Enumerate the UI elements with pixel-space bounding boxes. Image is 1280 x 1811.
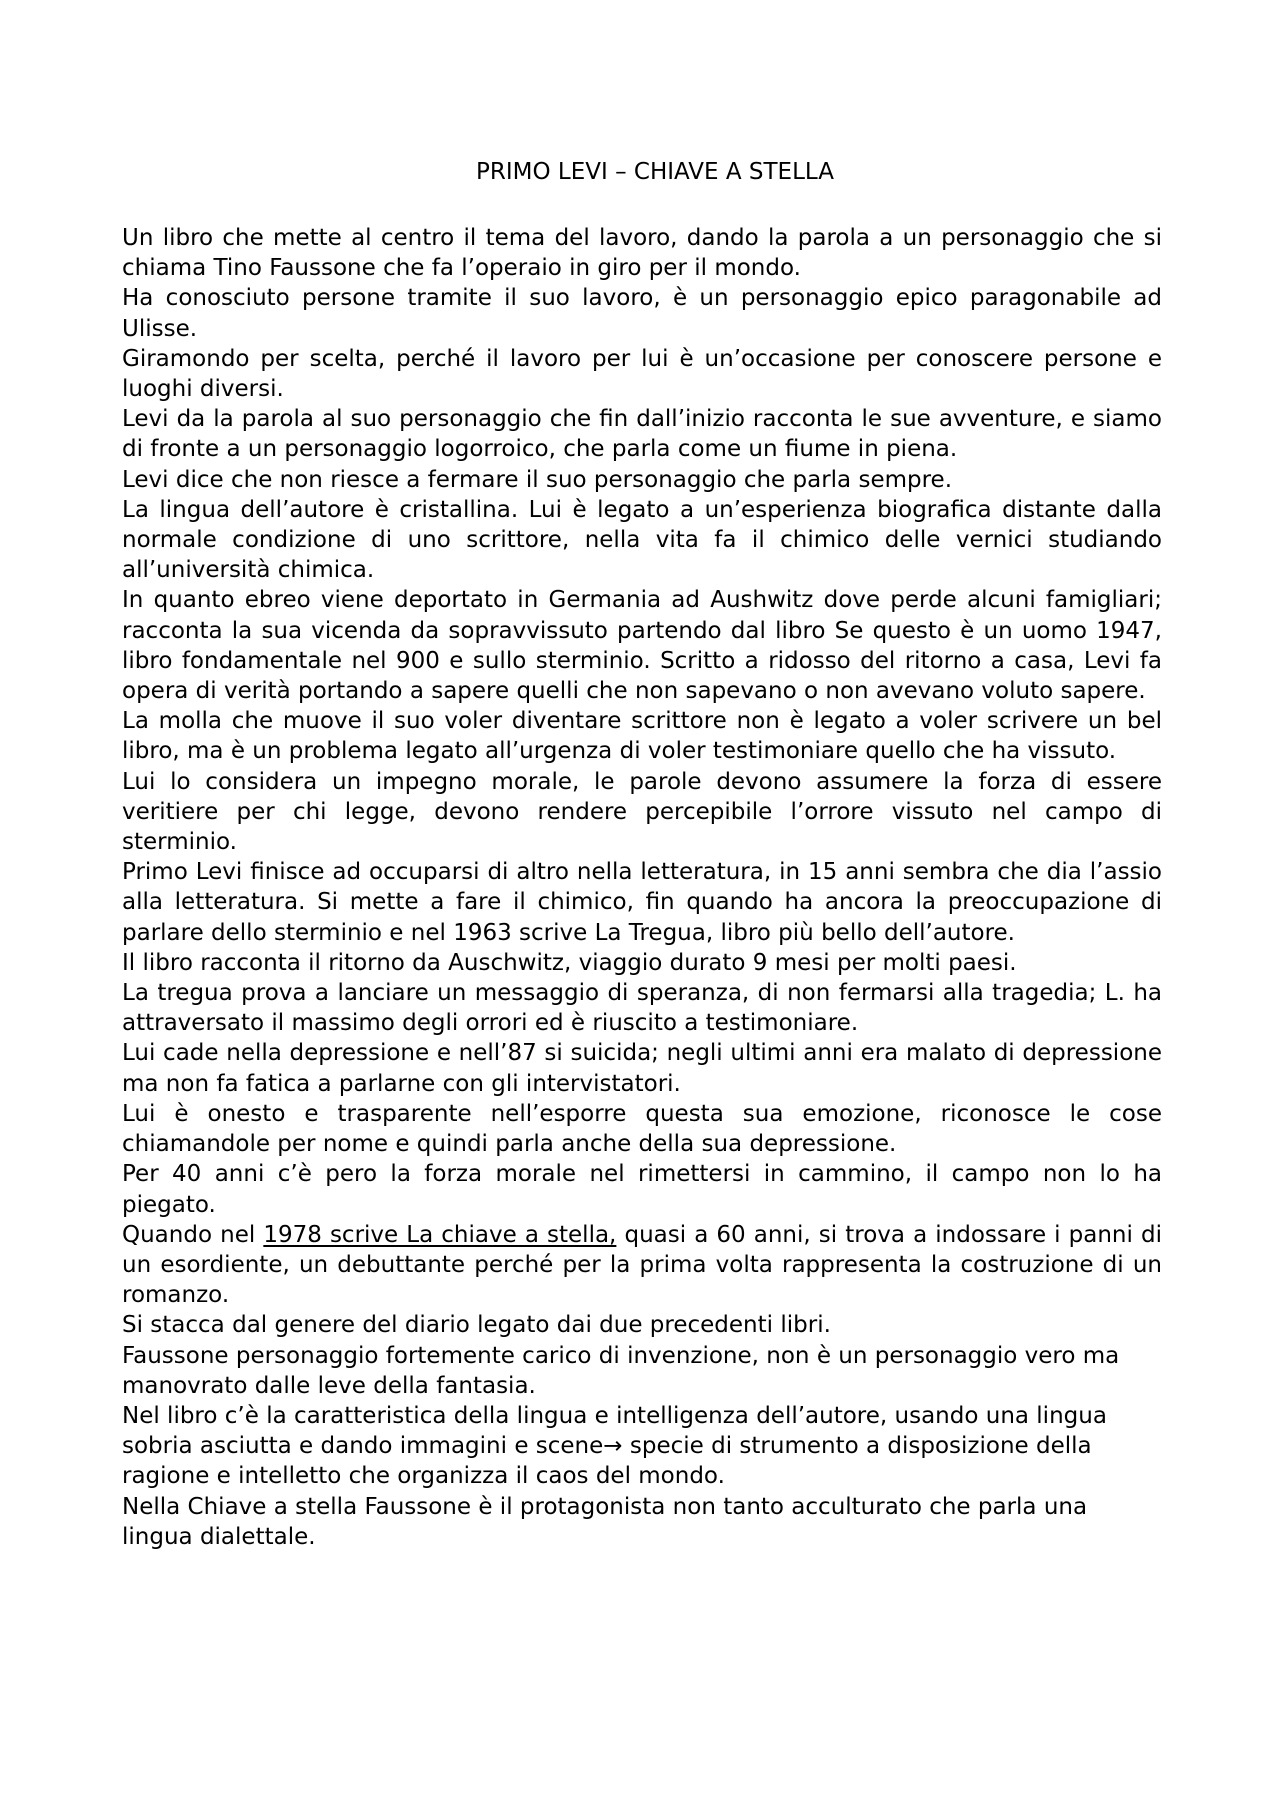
paragraph: In quanto ebreo viene deportato in Germania ad Aushwitz dove perde alcuni famigliari; racconta la sua vicenda da sopravvissuto partendo dal libro Se questo è un uomo 1947, libro fondamentale nel 900 e sullo sterminio. Scritto a ridosso del ritorno a casa, Levi fa opera di verità portando a sapere quelli che non sapevano o non avevano voluto sapere. bbox=[122, 587, 1162, 705]
paragraph: Primo Levi finisce ad occuparsi di altro nella letteratura, in 15 anni sembra che dia l’assio alla letteratura. Si mette a fare il chimico, fin quando ha ancora la preoccupazione di parlare dello sterminio e nel 1963 scrive La Tregua, libro più bello dell’autore. bbox=[122, 859, 1162, 946]
arrow-icon: → bbox=[603, 1433, 623, 1460]
paragraph-1978-after: quasi a 60 anni, si trova a indossare i panni di un esordiente, un debuttante perché per la prima volta rappresenta la costruzione di un romanzo. bbox=[122, 1221, 1162, 1309]
paragraph: La tregua prova a lanciare un messaggio di speranza, di non fermarsi alla tragedia; L. ha attraversato il massimo degli orrori ed è riuscito a testimoniare. bbox=[122, 980, 1162, 1037]
paragraph-strumento bbox=[122, 1401, 1162, 1492]
paragraph: Per 40 anni c’è pero la forza morale nel rimettersi in cammino, il campo non lo ha piegato. bbox=[122, 1161, 1162, 1218]
paragraph-strumento-after: specie di strumento a disposizione della ragione e intelletto che organizza il caos del mondo. bbox=[122, 1433, 1092, 1490]
paragraph: Lui cade nella depressione e nell’87 si suicida; negli ultimi anni era malato di depressione ma non fa fatica a parlarne con gli intervistatori. bbox=[122, 1040, 1162, 1097]
paragraph: La lingua dell’autore è cristallina. Lui è legato a un’esperienza biografica distante dalla normale condizione di uno scrittore, nella vita fa il chimico delle vernici studiando all’università chimica. bbox=[122, 496, 1162, 584]
document-title: PRIMO LEVI – CHIAVE A STELLA bbox=[476, 159, 834, 185]
paragraph: La molla che muove il suo voler diventare scrittore non è legato a voler scrivere un bel libro, ma è un problema legato all’urgenza di voler testimoniare quello che ha vissuto. bbox=[122, 708, 1162, 765]
paragraph: Lui lo considera un impegno morale, le parole devono assumere la forza di essere veritiere per chi legge, devono rendere percepibile l’orrore vissuto nel campo di sterminio. bbox=[122, 768, 1162, 856]
underlined-text: 1978 scrive La chiave a stella, bbox=[263, 1221, 617, 1248]
paragraph: Giramondo per scelta, perché il lavoro per lui è un’occasione per conoscere persone e luoghi diversi. bbox=[122, 345, 1162, 403]
paragraph: Lui è onesto e trasparente nell’esporre questa sua emozione, riconosce le cose chiamandole per nome e quindi parla anche della sua depressione. bbox=[122, 1100, 1162, 1158]
paragraph: Un libro che mette al centro il tema del lavoro, dando la parola a un personaggio che si chiama Tino Faussone che fa l’operaio in giro per il mondo. bbox=[122, 225, 1162, 282]
paragraph: Faussone personaggio fortemente carico di invenzione, non è un personaggio vero ma manovrato dalle leve della fantasia. bbox=[122, 1342, 1120, 1399]
paragraph: Levi da la parola al suo personaggio che fin dall’inizio racconta le sue avventure, e siamo di fronte a un personaggio logorroico, che parla come un fiume in piena. bbox=[122, 406, 1162, 463]
document-body bbox=[122, 223, 1162, 1552]
paragraph-1978-before: Quando nel bbox=[122, 1221, 264, 1248]
paragraph-1978 bbox=[122, 1220, 1162, 1311]
paragraph: Ha conosciuto persone tramite il suo lavoro, è un personaggio epico paragonabile ad Ulisse. bbox=[122, 285, 1162, 342]
paragraph: Nella Chiave a stella Faussone è il protagonista non tanto acculturato che parla una lingua dialettale. bbox=[122, 1493, 1088, 1550]
paragraph: Levi dice che non riesce a fermare il suo personaggio che parla sempre. bbox=[122, 466, 953, 493]
paragraph: Si stacca dal genere del diario legato dai due precedenti libri. bbox=[122, 1312, 831, 1339]
paragraph: Il libro racconta il ritorno da Auschwitz, viaggio durato 9 mesi per molti paesi. bbox=[122, 949, 1017, 976]
paragraph-strumento-before: Nel libro c’è la caratteristica della lingua e intelligenza dell’autore, usando una lingua sobria asciutta e dando immagini e scene bbox=[122, 1402, 1107, 1460]
